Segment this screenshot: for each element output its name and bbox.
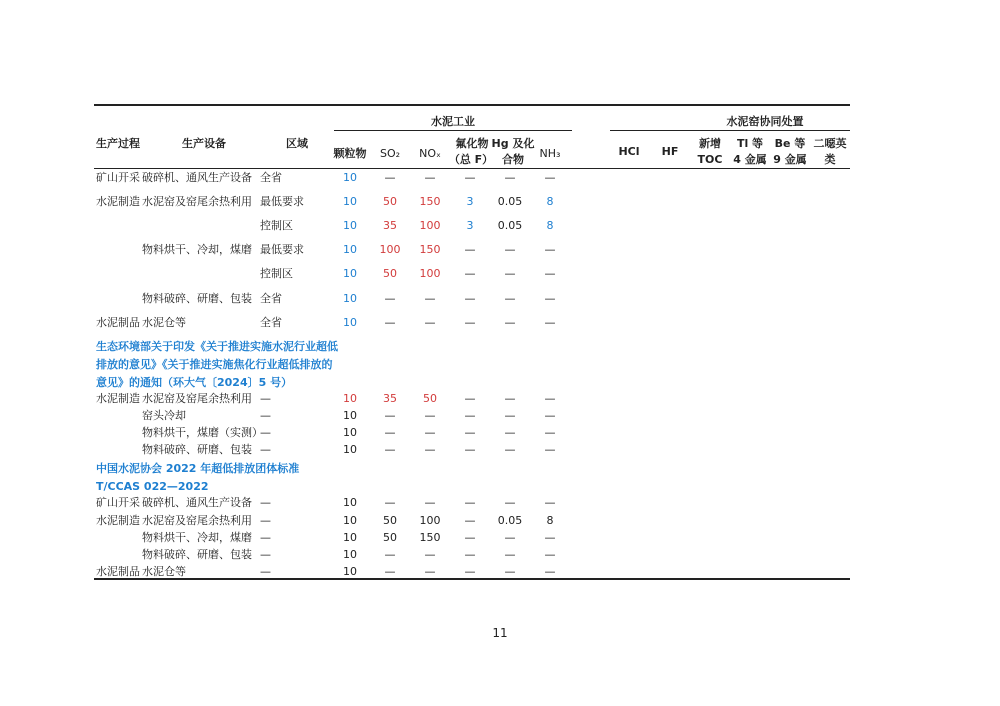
table-cell-process: 矿山开采 [96,171,140,184]
table-cell-nh3: — [544,443,556,456]
table-cell-nh3: 8 [546,514,554,527]
table-cell-equipment: 水泥仓等 [142,316,186,329]
header-region: 区域 [286,137,308,150]
table-cell-nh3: — [544,496,556,509]
header-fluoride-2: （总 F） [448,153,494,166]
table-cell-equipment: 物料破碎、研磨、包装 [142,292,252,305]
table-cell-process: 矿山开采 [96,496,140,509]
table-cell-hg: — [504,565,516,578]
table-cell-region: 控制区 [260,219,293,232]
table-cell-pm: 10 [343,531,357,544]
header-pm: 颗粒物 [333,147,367,160]
header-group-coprocess: 水泥窑协同处置 [726,115,804,128]
table-cell-equipment: 水泥仓等 [142,565,186,578]
table-cell-hg: — [504,243,516,256]
header-fluoride-1: 氟化物 [455,137,489,150]
table-cell-fluoride: — [464,426,476,439]
table-cell-fluoride: — [464,267,476,280]
header-dioxin-2: 类 [824,153,836,166]
table-cell-equipment: 水泥窑及窑尾余热利用 [142,392,252,405]
table-cell-hg: 0.05 [497,195,523,208]
table-cell-fluoride: — [464,316,476,329]
table-cell-so2: 100 [379,243,401,256]
header-bottom-rule [94,168,850,169]
table-cell-so2: 35 [383,392,397,405]
top-rule [94,104,850,106]
table-cell-fluoride: — [464,243,476,256]
table-cell-so2: 35 [383,219,397,232]
table-cell-equipment: 水泥窑及窑尾余热利用 [142,514,252,527]
table-cell-hg: — [504,496,516,509]
table-cell-equipment: 水泥窑及窑尾余热利用 [142,195,252,208]
table-cell-nox: 100 [419,219,441,232]
table-cell-nox: 150 [419,531,441,544]
table-cell-fluoride: — [464,409,476,422]
table-cell-region: — [260,565,271,578]
header-hf: HF [661,145,679,158]
table-cell-nox: — [424,565,436,578]
table-cell-so2: — [384,171,396,184]
table-cell-fluoride: — [464,292,476,305]
table-cell-hg: — [504,392,516,405]
header-be-1: Be 等 [774,137,806,150]
table-cell-pm: 10 [343,219,357,232]
table-cell-region: — [260,548,271,561]
table-cell-pm: 10 [343,392,357,405]
header-hg-2: 合物 [502,153,524,166]
table-cell-so2: — [384,565,396,578]
header-hg-1: Hg 及化 [491,137,535,150]
table-cell-fluoride: — [464,171,476,184]
table-cell-equipment: 物料破碎、研磨、包装 [142,443,252,456]
table-cell-pm: 10 [343,243,357,256]
table-cell-hg: — [504,531,516,544]
table-cell-equipment: 物料烘干，煤磨（实测） [142,426,263,439]
table-cell-so2: 50 [383,514,397,527]
table-cell-hg: — [504,443,516,456]
table-cell-nh3: — [544,243,556,256]
table-cell-pm: 10 [343,316,357,329]
table-cell-region: 最低要求 [260,195,304,208]
table-cell-nox: — [424,548,436,561]
header-nh3: NH₃ [539,147,561,160]
table-cell-process: 水泥制造 [96,195,140,208]
table-cell-so2: — [384,426,396,439]
header-toc-2: TOC [697,153,723,166]
table-cell-pm: 10 [343,443,357,456]
table-cell-equipment: 物料烘干、冷却，煤磨 [142,243,252,256]
table-cell-so2: — [384,409,396,422]
table-cell-region: — [260,496,271,509]
section2-title-line-3: 意见》的通知（环大气〔2024〕5 号） [96,376,293,389]
table-cell-nox: — [424,316,436,329]
table-cell-nh3: — [544,565,556,578]
table-cell-pm: 10 [343,409,357,422]
table-cell-nh3: — [544,292,556,305]
section2-title-line-1: 生态环境部关于印发《关于推进实施水泥行业超低 [96,340,338,353]
table-cell-pm: 10 [343,565,357,578]
table-cell-fluoride: 3 [466,195,474,208]
table-cell-nox: — [424,443,436,456]
table-cell-fluoride: — [464,392,476,405]
header-so2: SO₂ [379,147,401,160]
table-cell-nh3: — [544,426,556,439]
table-cell-nh3: — [544,267,556,280]
table-cell-pm: 10 [343,195,357,208]
table-cell-fluoride: 3 [466,219,474,232]
header-tl-2: 4 金属 [733,153,767,166]
section3-title-line-1: 中国水泥协会 2022 年超低排放团体标准 [96,462,300,475]
table-cell-so2: — [384,496,396,509]
table-cell-nox: — [424,171,436,184]
table-cell-so2: — [384,548,396,561]
table-cell-fluoride: — [464,496,476,509]
table-cell-process: 水泥制造 [96,514,140,527]
table-cell-nh3: — [544,316,556,329]
header-group-cement: 水泥工业 [431,115,475,128]
table-cell-equipment: 窑头冷却 [142,409,186,422]
section2-title-line-2: 排放的意见》《关于推进实施焦化行业超低排放的 [96,358,333,371]
page-number: 11 [492,626,508,640]
table-cell-process: 水泥制品 [96,565,140,578]
table-cell-nox: 150 [419,243,441,256]
table-cell-hg: 0.05 [497,514,523,527]
table-cell-equipment: 物料烘干、冷却，煤磨 [142,531,252,544]
table-cell-fluoride: — [464,565,476,578]
table-cell-hg: 0.05 [497,219,523,232]
table-cell-nox: — [424,292,436,305]
table-cell-so2: 50 [383,267,397,280]
table-cell-nh3: 8 [546,219,554,232]
header-hcl: HCl [618,145,640,158]
table-cell-region: — [260,409,271,422]
table-cell-pm: 10 [343,514,357,527]
coprocess-group-rule [610,130,850,131]
table-cell-region: — [260,443,271,456]
header-equipment: 生产设备 [182,137,226,150]
table-cell-so2: 50 [383,531,397,544]
table-cell-region: 最低要求 [260,243,304,256]
table-cell-pm: 10 [343,496,357,509]
table-cell-nox: 150 [419,195,441,208]
table-cell-nox: — [424,409,436,422]
table-cell-nox: 50 [423,392,437,405]
table-cell-region: — [260,426,271,439]
table-cell-equipment: 物料破碎、研磨、包装 [142,548,252,561]
table-cell-equipment: 破碎机、通风生产设备 [142,171,252,184]
section3-title-line-2: T/CCAS 022—2022 [96,480,209,493]
table-cell-region: 全省 [260,316,282,329]
table-cell-nh3: — [544,171,556,184]
table-cell-nox: — [424,426,436,439]
table-cell-fluoride: — [464,531,476,544]
table-cell-nh3: — [544,409,556,422]
header-process: 生产过程 [96,137,140,150]
table-cell-hg: — [504,316,516,329]
table-cell-pm: 10 [343,171,357,184]
table-cell-so2: — [384,316,396,329]
table-cell-nox: — [424,496,436,509]
table-cell-fluoride: — [464,443,476,456]
table-cell-hg: — [504,409,516,422]
table-cell-hg: — [504,426,516,439]
cement-group-rule [334,130,572,131]
header-toc-1: 新增 [699,137,721,150]
table-cell-so2: — [384,292,396,305]
table-cell-hg: — [504,548,516,561]
table-cell-pm: 10 [343,292,357,305]
table-cell-nh3: — [544,392,556,405]
table-cell-region: — [260,531,271,544]
header-tl-1: Tl 等 [736,137,764,150]
table-cell-nox: 100 [419,267,441,280]
table-cell-nh3: 8 [546,195,554,208]
table-cell-nh3: — [544,531,556,544]
table-cell-region: 全省 [260,292,282,305]
table-cell-hg: — [504,292,516,305]
header-nox: NOₓ [419,147,441,160]
table-cell-so2: 50 [383,195,397,208]
table-cell-region: 控制区 [260,267,293,280]
table-cell-nh3: — [544,548,556,561]
table-cell-nox: 100 [419,514,441,527]
table-cell-pm: 10 [343,426,357,439]
header-dioxin-1: 二噁英 [813,137,847,150]
table-cell-process: 水泥制品 [96,316,140,329]
table-cell-process: 水泥制造 [96,392,140,405]
table-cell-pm: 10 [343,548,357,561]
table-cell-fluoride: — [464,514,476,527]
table-cell-region: — [260,392,271,405]
table-cell-fluoride: — [464,548,476,561]
table-cell-region: 全省 [260,171,282,184]
table-cell-hg: — [504,267,516,280]
header-be-2: 9 金属 [773,153,807,166]
table-cell-hg: — [504,171,516,184]
table-cell-pm: 10 [343,267,357,280]
table-cell-so2: — [384,443,396,456]
table-cell-equipment: 破碎机、通风生产设备 [142,496,252,509]
table-cell-region: — [260,514,271,527]
